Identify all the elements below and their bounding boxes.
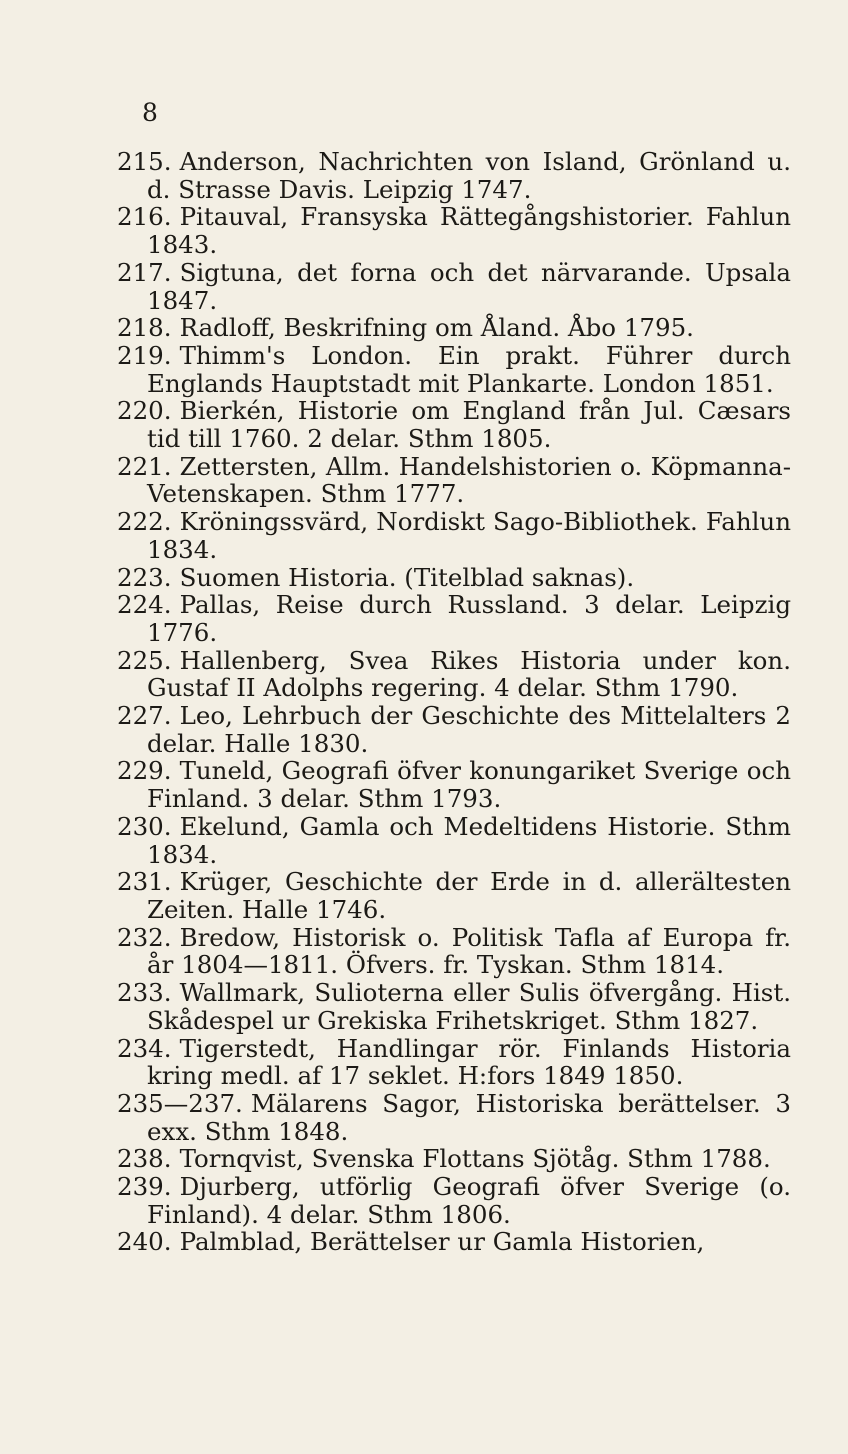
catalog-entry (117, 1035, 791, 1090)
entry-text: Mälarens Sagor, Historiska berättelser. 3 exx. Sthm 1848. (147, 1088, 791, 1146)
entry-text: Suomen Historia. (Titelblad saknas). (179, 562, 635, 592)
entry-text: Tornqvist, Svenska Flottans Sjötåg. Sthm 1788. (179, 1144, 771, 1174)
entry-number: 234. (117, 1033, 172, 1063)
entry-number: 223. (117, 562, 172, 592)
catalog-entry (117, 757, 791, 812)
entry-text: Hallenberg, Svea Rikes Historia under kon. Gustaf II Adolphs regering. 4 delar. Sthm 1790. (147, 645, 791, 703)
entry-text: Kröningssvärd, Nordiskt Sago-Bibliothek. Fahlun 1834. (147, 507, 791, 564)
catalog-entry (117, 1145, 791, 1173)
catalog-entry (117, 591, 791, 646)
catalog-entry (117, 1173, 791, 1228)
entry-number: 215. (117, 147, 172, 176)
catalog-list (117, 148, 791, 1256)
catalog-entry (117, 259, 791, 314)
catalog-entry (117, 979, 791, 1034)
catalog-entry (117, 148, 791, 203)
catalog-entry (117, 203, 791, 258)
entry-number: 216. (117, 202, 172, 232)
entry-text: Pitauval, Fransyska Rättegångshistorier. Fahlun 1843. (147, 202, 791, 260)
catalog-entry (117, 453, 791, 508)
entry-number: 217. (117, 257, 172, 287)
catalog-entry (117, 342, 791, 397)
entry-number: 227. (117, 701, 172, 731)
entry-number: 231. (117, 867, 172, 897)
entry-number: 239. (117, 1172, 172, 1202)
entry-text: Pallas, Reise durch Russland. 3 delar. Leipzig 1776. (147, 590, 791, 647)
entry-number: 229. (117, 756, 172, 786)
catalog-entry (117, 508, 791, 563)
entry-number: 225. (117, 645, 172, 675)
entry-text: Djurberg, utförlig Geografi öfver Sverige (o. Finland). 4 delar. Sthm 1806. (147, 1172, 791, 1229)
entry-text: Ekelund, Gamla och Medeltidens Historie. Sthm 1834. (147, 811, 791, 869)
entry-number: 230. (117, 811, 172, 841)
entry-text: Thimm's London. Ein prakt. Führer durch Englands Hauptstadt mit Plankarte. London 1851. (147, 340, 791, 398)
catalog-entry (117, 564, 791, 592)
entry-number: 232. (117, 922, 172, 952)
entry-text: Anderson, Nachrichten von Island, Grönland u. d. Strasse Davis. Leipzig 1747. (147, 147, 791, 204)
entry-number: 219. (117, 340, 172, 370)
catalog-entry (117, 647, 791, 702)
entry-text: Zettersten, Allm. Handelshistorien o. Köpmanna-Vetenskapen. Sthm 1777. (147, 451, 791, 509)
catalog-entry (117, 868, 791, 923)
entry-number: 233. (117, 978, 172, 1008)
catalog-entry (117, 924, 791, 979)
entry-text: Leo, Lehrbuch der Geschichte des Mittelalters 2 delar. Halle 1830. (147, 701, 791, 758)
entry-text: Sigtuna, det forna och det närvarande. Upsala 1847. (147, 257, 791, 315)
catalog-entry (117, 1090, 791, 1145)
entry-number: 222. (117, 507, 172, 537)
entry-number: 218. (117, 313, 172, 343)
entry-number: 240. (117, 1227, 172, 1257)
entry-text: Wallmark, Sulioterna eller Sulis öfvergång. Hist. Skådespel ur Grekiska Frihetskriget. Sthm 1827. (147, 978, 791, 1035)
entry-text: Radloff, Beskrifning om Åland. Åbo 1795. (179, 313, 694, 343)
entry-text: Krüger, Geschichte der Erde in d. allerältesten Zeiten. Halle 1746. (147, 867, 791, 924)
entry-number: 220. (117, 396, 172, 426)
entry-text: Palmblad, Berättelser ur Gamla Historien, (179, 1227, 705, 1257)
page-number: 8 (142, 98, 158, 127)
entry-text: Tigerstedt, Handlingar rör. Finlands Historia kring medl. af 17 seklet. H:fors 1849 1850. (147, 1033, 791, 1091)
entry-number: 235—237. (117, 1088, 243, 1118)
entry-number: 238. (117, 1144, 172, 1174)
catalog-entry (117, 702, 791, 757)
entry-number: 224. (117, 590, 172, 620)
entry-number: 221. (117, 451, 172, 481)
catalog-entry (117, 397, 791, 452)
entry-text: Bredow, Historisk o. Politisk Tafla af Europa fr. år 1804—1811. Öfvers. fr. Tyskan. Sthm 1814. (147, 922, 791, 980)
catalog-entry (117, 813, 791, 868)
entry-text: Bierkén, Historie om England från Jul. Cæsars tid till 1760. 2 delar. Sthm 1805. (147, 396, 791, 454)
catalog-entry (117, 1228, 791, 1256)
catalog-entry (117, 314, 791, 342)
entry-text: Tuneld, Geografi öfver konungariket Sverige och Finland. 3 delar. Sthm 1793. (147, 756, 791, 814)
